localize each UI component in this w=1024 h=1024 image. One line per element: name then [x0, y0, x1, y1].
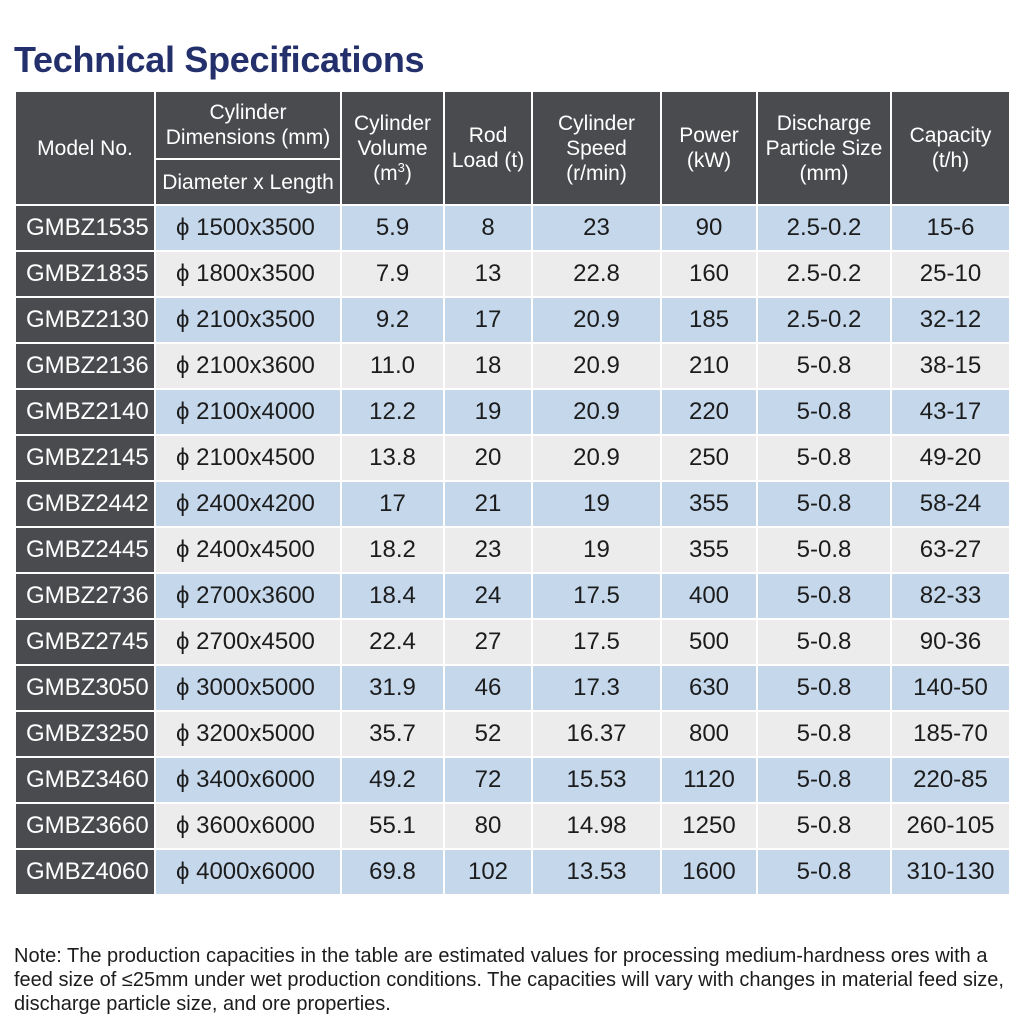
volume-cell: 13.8: [341, 435, 444, 481]
dimensions-cell: ϕ 2100x4500: [155, 435, 341, 481]
model-cell: GMBZ1835: [15, 251, 155, 297]
table-row: [15, 619, 1010, 665]
model-cell: GMBZ4060: [15, 849, 155, 895]
discharge-cell: 5-0.8: [757, 665, 891, 711]
table-row: [15, 251, 1010, 297]
dimensions-cell: ϕ 2400x4200: [155, 481, 341, 527]
model-cell: GMBZ2136: [15, 343, 155, 389]
header-capacity: Capacity (t/h): [891, 91, 1010, 205]
discharge-cell: 5-0.8: [757, 803, 891, 849]
discharge-cell: 2.5-0.2: [757, 251, 891, 297]
power-cell: 630: [661, 665, 757, 711]
table-row: [15, 849, 1010, 895]
speed-cell: 17.5: [532, 573, 661, 619]
header-speed: Cylinder Speed (r/min): [532, 91, 661, 205]
header-dimensions: Cylinder Dimensions (mm): [155, 91, 341, 159]
header-volume: [341, 91, 444, 205]
speed-cell: 14.98: [532, 803, 661, 849]
model-cell: GMBZ2745: [15, 619, 155, 665]
discharge-cell: 5-0.8: [757, 343, 891, 389]
speed-cell: 23: [532, 205, 661, 251]
model-cell: GMBZ2442: [15, 481, 155, 527]
rod-load-cell: 18: [444, 343, 532, 389]
speed-cell: 22.8: [532, 251, 661, 297]
capacity-cell: 310-130: [891, 849, 1010, 895]
speed-cell: 13.53: [532, 849, 661, 895]
header-discharge: Discharge Particle Size (mm): [757, 91, 891, 205]
discharge-cell: 5-0.8: [757, 757, 891, 803]
table-row: [15, 757, 1010, 803]
capacity-cell: 140-50: [891, 665, 1010, 711]
capacity-cell: 185-70: [891, 711, 1010, 757]
header-volume-unit-end: ): [404, 161, 412, 185]
dimensions-cell: ϕ 2100x4000: [155, 389, 341, 435]
volume-cell: 49.2: [341, 757, 444, 803]
capacity-cell: 43-17: [891, 389, 1010, 435]
header-model: Model No.: [15, 91, 155, 205]
rod-load-cell: 80: [444, 803, 532, 849]
speed-cell: 15.53: [532, 757, 661, 803]
rod-load-cell: 17: [444, 297, 532, 343]
volume-cell: 22.4: [341, 619, 444, 665]
table-row: [15, 665, 1010, 711]
speed-cell: 17.3: [532, 665, 661, 711]
capacity-cell: 58-24: [891, 481, 1010, 527]
volume-cell: 17: [341, 481, 444, 527]
table-row: [15, 435, 1010, 481]
dimensions-cell: ϕ 3000x5000: [155, 665, 341, 711]
capacity-cell: 63-27: [891, 527, 1010, 573]
model-cell: GMBZ2736: [15, 573, 155, 619]
rod-load-cell: 46: [444, 665, 532, 711]
speed-cell: 20.9: [532, 389, 661, 435]
capacity-cell: 38-15: [891, 343, 1010, 389]
dimensions-cell: ϕ 3200x5000: [155, 711, 341, 757]
speed-cell: 19: [532, 481, 661, 527]
header-volume-line1: Cylinder: [353, 111, 432, 135]
discharge-cell: 2.5-0.2: [757, 205, 891, 251]
power-cell: 220: [661, 389, 757, 435]
spec-table-body: [15, 205, 1010, 895]
speed-cell: 20.9: [532, 297, 661, 343]
power-cell: 1120: [661, 757, 757, 803]
model-cell: GMBZ2445: [15, 527, 155, 573]
model-cell: GMBZ2145: [15, 435, 155, 481]
spec-table: [14, 90, 1011, 896]
power-cell: 355: [661, 481, 757, 527]
rod-load-cell: 72: [444, 757, 532, 803]
model-cell: GMBZ3460: [15, 757, 155, 803]
rod-load-cell: 13: [444, 251, 532, 297]
volume-cell: 11.0: [341, 343, 444, 389]
volume-cell: 69.8: [341, 849, 444, 895]
rod-load-cell: 19: [444, 389, 532, 435]
volume-cell: 31.9: [341, 665, 444, 711]
rod-load-cell: 102: [444, 849, 532, 895]
table-row: [15, 297, 1010, 343]
volume-cell: 7.9: [341, 251, 444, 297]
dimensions-cell: ϕ 2400x4500: [155, 527, 341, 573]
capacity-cell: 82-33: [891, 573, 1010, 619]
volume-cell: 55.1: [341, 803, 444, 849]
capacity-cell: 90-36: [891, 619, 1010, 665]
speed-cell: 19: [532, 527, 661, 573]
model-cell: GMBZ3660: [15, 803, 155, 849]
model-cell: GMBZ1535: [15, 205, 155, 251]
volume-cell: 9.2: [341, 297, 444, 343]
volume-cell: 18.4: [341, 573, 444, 619]
power-cell: 400: [661, 573, 757, 619]
rod-load-cell: 23: [444, 527, 532, 573]
table-row: [15, 711, 1010, 757]
table-row: [15, 803, 1010, 849]
capacity-cell: 15-6: [891, 205, 1010, 251]
capacity-cell: 260-105: [891, 803, 1010, 849]
header-rod-load: Rod Load (t): [444, 91, 532, 205]
dimensions-cell: ϕ 1500x3500: [155, 205, 341, 251]
power-cell: 1250: [661, 803, 757, 849]
rod-load-cell: 24: [444, 573, 532, 619]
power-cell: 800: [661, 711, 757, 757]
model-cell: GMBZ2130: [15, 297, 155, 343]
discharge-cell: 5-0.8: [757, 389, 891, 435]
dimensions-cell: ϕ 2700x4500: [155, 619, 341, 665]
volume-cell: 35.7: [341, 711, 444, 757]
power-cell: 250: [661, 435, 757, 481]
table-row: [15, 389, 1010, 435]
model-cell: GMBZ2140: [15, 389, 155, 435]
dimensions-cell: ϕ 2700x3600: [155, 573, 341, 619]
footnote: Note: The production capacities in the table are estimated values for processing medium-hardness ores with a feed size of ≤25mm under wet production conditions. The capacities will vary with changes in material feed size, discharge particle size, and ore properties.: [14, 945, 1004, 1015]
model-cell: GMBZ3050: [15, 665, 155, 711]
discharge-cell: 5-0.8: [757, 435, 891, 481]
power-cell: 1600: [661, 849, 757, 895]
discharge-cell: 2.5-0.2: [757, 297, 891, 343]
rod-load-cell: 20: [444, 435, 532, 481]
model-cell: GMBZ3250: [15, 711, 155, 757]
discharge-cell: 5-0.8: [757, 849, 891, 895]
discharge-cell: 5-0.8: [757, 527, 891, 573]
dimensions-cell: ϕ 2100x3600: [155, 343, 341, 389]
header-volume-unit-sup: 3: [397, 159, 405, 175]
power-cell: 210: [661, 343, 757, 389]
speed-cell: 20.9: [532, 435, 661, 481]
capacity-cell: 25-10: [891, 251, 1010, 297]
rod-load-cell: 21: [444, 481, 532, 527]
header-dimensions-sub: Diameter x Length: [155, 159, 341, 205]
speed-cell: 17.5: [532, 619, 661, 665]
speed-cell: 20.9: [532, 343, 661, 389]
volume-cell: 18.2: [341, 527, 444, 573]
capacity-cell: 220-85: [891, 757, 1010, 803]
power-cell: 185: [661, 297, 757, 343]
capacity-cell: 49-20: [891, 435, 1010, 481]
table-row: [15, 481, 1010, 527]
rod-load-cell: 8: [444, 205, 532, 251]
speed-cell: 16.37: [532, 711, 661, 757]
capacity-cell: 32-12: [891, 297, 1010, 343]
power-cell: 90: [661, 205, 757, 251]
table-row: [15, 573, 1010, 619]
volume-cell: 5.9: [341, 205, 444, 251]
table-row: [15, 205, 1010, 251]
discharge-cell: 5-0.8: [757, 481, 891, 527]
dimensions-cell: ϕ 4000x6000: [155, 849, 341, 895]
table-row: [15, 343, 1010, 389]
discharge-cell: 5-0.8: [757, 619, 891, 665]
discharge-cell: 5-0.8: [757, 573, 891, 619]
power-cell: 355: [661, 527, 757, 573]
power-cell: 160: [661, 251, 757, 297]
header-volume-line2: Volume: [357, 136, 428, 160]
dimensions-cell: ϕ 2100x3500: [155, 297, 341, 343]
dimensions-cell: ϕ 3400x6000: [155, 757, 341, 803]
discharge-cell: 5-0.8: [757, 711, 891, 757]
volume-cell: 12.2: [341, 389, 444, 435]
page-title: Technical Specifications: [14, 39, 425, 80]
power-cell: 500: [661, 619, 757, 665]
rod-load-cell: 52: [444, 711, 532, 757]
rod-load-cell: 27: [444, 619, 532, 665]
header-volume-unit: (m: [373, 161, 398, 185]
dimensions-cell: ϕ 3600x6000: [155, 803, 341, 849]
header-power: Power (kW): [661, 91, 757, 205]
table-row: [15, 527, 1010, 573]
dimensions-cell: ϕ 1800x3500: [155, 251, 341, 297]
